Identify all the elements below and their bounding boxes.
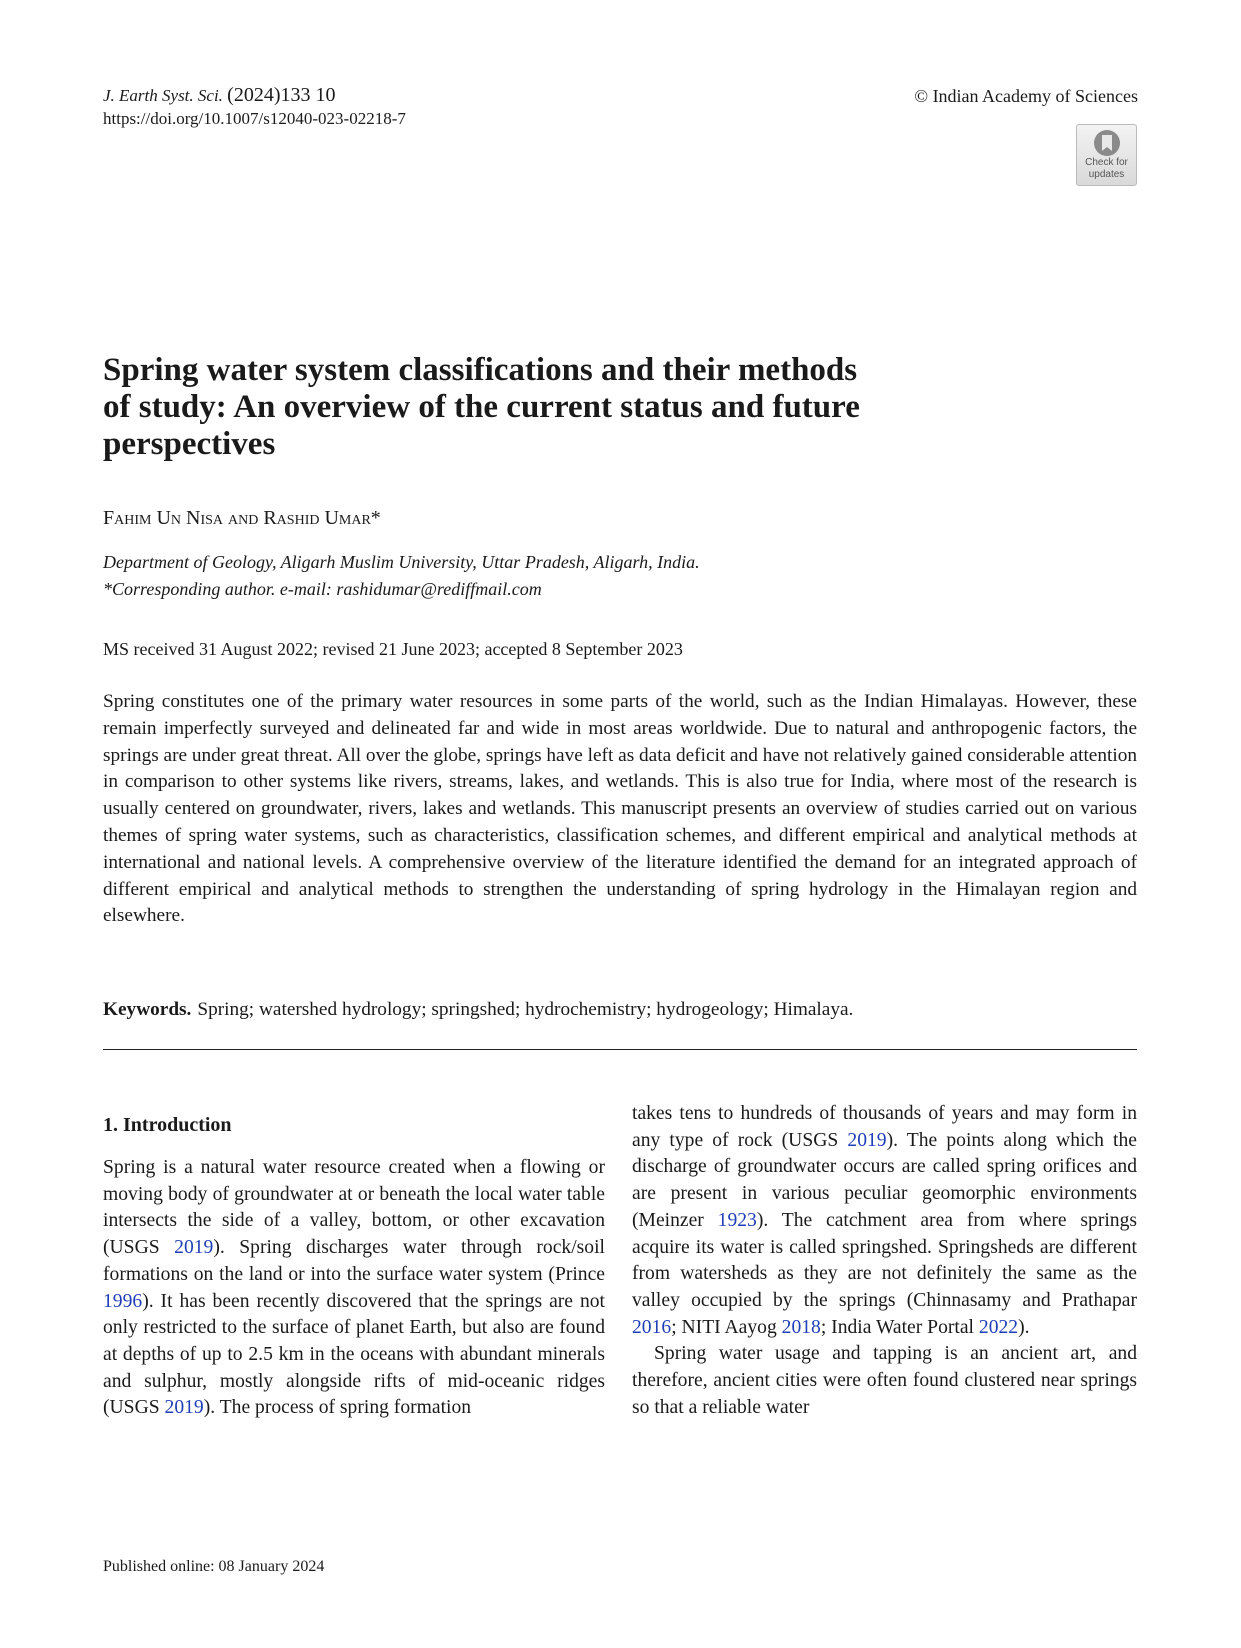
citation-link[interactable]: 2018 [781, 1316, 821, 1338]
bookmark-icon [1094, 130, 1120, 156]
body-paragraph: Spring is a natural water resource created when a flowing or moving body of groundwater at or beneath the local water table intersects the side of a valley, bottom, or other excavation (USGS 2019). Spring discharges water through rock/soil formations on the land or into the surface water system (Prince 1996). It has been recently discovered that the springs are not only restricted to the surface of planet Earth, but also are found at depths of up to 2.5 km in the oceans with abundant minerals and sulphur, mostly alongside rifts of mid-oceanic ridges (USGS 2019). The process of spring formation [103, 1157, 605, 1419]
doi-link[interactable]: https://doi.org/10.1007/s12040-023-02218-7 [103, 109, 406, 128]
journal-name: J. Earth Syst. Sci. [103, 86, 223, 105]
citation-link[interactable]: 2022 [978, 1316, 1019, 1338]
citation-link[interactable]: 2016 [632, 1316, 672, 1338]
section-heading-introduction: 1. Introduction [103, 1114, 232, 1136]
keywords [103, 999, 853, 1021]
body-paragraph: takes tens to hundreds of thousands of years and may form in any type of rock (USGS 2019). The points along which the discharge of groundwater occurs are called spring orifices and are present in various peculiar geomorphic environments (Meinzer 1923). The catchment area from where springs acquire its water is called springshed. Springsheds are different from watersheds as they are not definitely the same as the valley occupied by the springs (Chinnasamy and Prathapar 2016; NITI Aayog 2018; India Water Portal 2022). [632, 1103, 1138, 1338]
badge-label-2: updates [1088, 169, 1125, 180]
badge-label-1: Check for [1085, 157, 1128, 168]
journal-volume: (2024)133 10 [227, 84, 336, 106]
manuscript-dates: MS received 31 August 2022; revised 21 June 2023; accepted 8 September 2023 [103, 639, 683, 659]
keywords-label: Keywords. [103, 999, 192, 1020]
citation-link[interactable]: 2019 [164, 1397, 204, 1419]
journal-header [103, 84, 406, 130]
citation-link[interactable]: 1923 [717, 1209, 757, 1231]
body-paragraph: Spring water usage and tapping is an ancient art, and therefore, ancient cities were often found clustered near springs so that a reliable water [632, 1343, 1137, 1418]
citation-link[interactable]: 2019 [847, 1129, 887, 1151]
body-column-left [103, 1155, 605, 1422]
published-online-date: Published online: 08 January 2024 [103, 1558, 325, 1575]
affiliation: Department of Geology, Aligarh Muslim University, Uttar Pradesh, Aligarh, India. [103, 552, 700, 572]
title-line: of study: An overview of the current status and future [103, 389, 860, 425]
abstract: Spring constitutes one of the primary water resources in some parts of the world, such as the Indian Himalayas. However, these remain imperfectly surveyed and delineated far and wide in most areas worldwide. Due to natural and anthropogenic factors, the springs are under great threat. All over the globe, springs have left as data deficit and have not relatively gained considerable attention in comparison to other systems like rivers, streams, lakes, and wetlands. This is also true for India, where most of the research is usually centered on groundwater, rivers, lakes and wetlands. This manuscript presents an overview of studies carried out on various themes of spring water systems, such as characteristics, classification schemes, and different empirical and analytical methods at international and national levels. A comprehensive overview of the literature identified the demand for an integrated approach of different empirical and analytical methods to strengthen the understanding of spring hydrology in the Himalayan region and elsewhere. [103, 691, 1137, 927]
corresponding-author: *Corresponding author. e-mail: rashidumar@rediffmail.com [103, 579, 542, 599]
section-divider [103, 1049, 1137, 1050]
keywords-list: Spring; watershed hydrology; springshed; hydrochemistry; hydrogeology; Himalaya. [197, 999, 854, 1020]
title-line: Spring water system classifications and their methods [103, 352, 858, 388]
publisher-copyright: © Indian Academy of Sciences [914, 86, 1138, 106]
affiliation-block [103, 549, 700, 603]
article-title [103, 352, 1103, 463]
check-for-updates-badge[interactable] [1076, 124, 1137, 186]
citation-link[interactable]: 1996 [103, 1290, 143, 1312]
citation-link[interactable]: 2019 [174, 1237, 214, 1259]
author-list: Fahim Un Nisa and Rashid Umar* [103, 507, 381, 529]
body-column-right [632, 1101, 1137, 1421]
title-line: perspectives [103, 426, 276, 462]
